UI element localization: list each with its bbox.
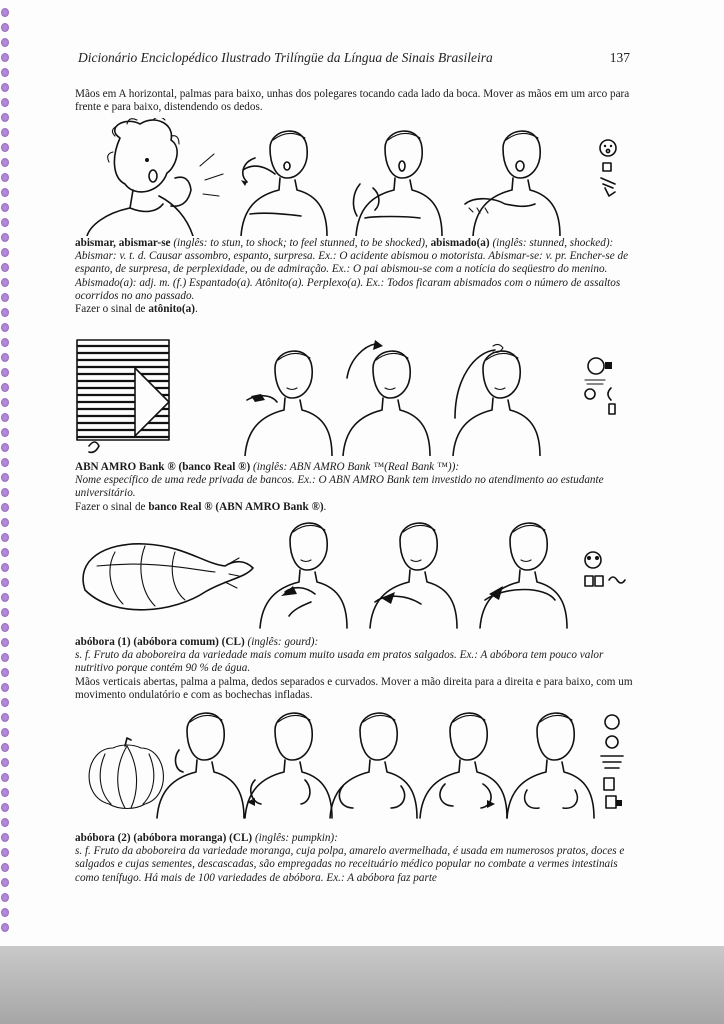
- headword: abóbora (2) (abóbora moranga) (CL): [75, 832, 253, 844]
- binding-ring: [1, 503, 9, 512]
- binding-ring: [1, 8, 9, 17]
- translation: (inglês: gourd):: [247, 636, 319, 648]
- signer-figure-5: [507, 713, 594, 818]
- gourd-drawing: [83, 544, 253, 610]
- binding-ring: [1, 218, 9, 227]
- binding-ring: [1, 578, 9, 587]
- binding-ring: [1, 548, 9, 557]
- entry-abn-amro: [75, 461, 635, 514]
- signer-figure-3: [465, 131, 560, 236]
- signer-figure-2: [370, 523, 457, 628]
- binding-ring: [1, 428, 9, 437]
- binding-ring: [1, 518, 9, 527]
- binding-ring: [1, 893, 9, 902]
- binding-ring: [1, 593, 9, 602]
- binding-ring: [1, 818, 9, 827]
- binding-ring: [1, 413, 9, 422]
- cross-reference: Fazer o sinal de banco Real ® (ABN AMRO Bank ®).: [75, 500, 327, 513]
- binding-ring: [1, 713, 9, 722]
- binding-ring: [1, 473, 9, 482]
- signer-figure-1: [241, 131, 327, 236]
- header-title: Dicionário Enciclopédico Ilustrado Trilíngüe da Língua de Sinais Brasileira: [78, 50, 493, 65]
- binding-ring: [1, 653, 9, 662]
- binding-ring: [1, 833, 9, 842]
- binding-ring: [1, 773, 9, 782]
- signwriting-notation-2: [585, 358, 615, 414]
- translation: (inglês: ABN AMRO Bank ™(Real Bank ™)):: [253, 461, 460, 473]
- binding-ring: [1, 698, 9, 707]
- binding-ring: [1, 158, 9, 167]
- binding-ring: [1, 338, 9, 347]
- binding-ring: [1, 83, 9, 92]
- signwriting-notation-3: [585, 552, 625, 586]
- illustration-abobora-comum: [75, 520, 635, 632]
- headword: ABN AMRO Bank ® (banco Real ®): [75, 461, 251, 473]
- signwriting-notation-4: [601, 715, 623, 808]
- illustration-abobora-moranga: [75, 710, 635, 826]
- binding-ring: [1, 38, 9, 47]
- binding-ring: [1, 728, 9, 737]
- translation: (inglês: pumpkin):: [254, 832, 338, 844]
- binding-ring: [1, 308, 9, 317]
- scan-background: [0, 946, 724, 1024]
- binding-ring: [1, 113, 9, 122]
- bank-logo-drawing: [77, 340, 169, 452]
- signer-figure-1: [260, 523, 347, 628]
- running-header: [78, 50, 630, 66]
- translation-variant: (inglês: stunned, shocked):: [492, 237, 614, 249]
- binding-ring: [1, 878, 9, 887]
- signer-figure-1: [245, 351, 332, 456]
- definition: s. f. Fruto da aboboreira da variedade mais comum muito usada em pratos salgados. Ex.: A abóbora tem pouco valor nutritivo porque contém 90 % de água.: [75, 649, 604, 675]
- binding-ring: [1, 443, 9, 452]
- binding-ring: [1, 68, 9, 77]
- cross-reference-link[interactable]: banco Real ® (ABN AMRO Bank ®): [148, 500, 324, 513]
- signer-figure-2: [343, 340, 430, 456]
- binding-ring: [1, 23, 9, 32]
- cross-reference-link[interactable]: atônito(a): [148, 303, 195, 316]
- entry-abismar: [75, 237, 635, 316]
- binding-ring: [1, 353, 9, 362]
- binding-ring: [1, 188, 9, 197]
- spiral-binding: [0, 0, 14, 946]
- signer-figure-3: [480, 523, 567, 628]
- entry-abobora-moranga: [75, 832, 635, 885]
- signer-figure-2: [353, 131, 442, 236]
- binding-ring: [1, 743, 9, 752]
- binding-ring: [1, 623, 9, 632]
- binding-ring: [1, 128, 9, 137]
- binding-ring: [1, 803, 9, 812]
- page-number: 137: [609, 50, 630, 65]
- binding-ring: [1, 383, 9, 392]
- signer-figure-4: [420, 713, 507, 818]
- binding-ring: [1, 323, 9, 332]
- signer-figure-3: [330, 713, 417, 818]
- translation: (inglês: to stun, to shock; to feel stunned, to be shocked),: [173, 237, 428, 249]
- binding-ring: [1, 173, 9, 182]
- binding-ring: [1, 293, 9, 302]
- binding-ring: [1, 458, 9, 467]
- binding-ring: [1, 908, 9, 917]
- binding-ring: [1, 248, 9, 257]
- binding-ring: [1, 203, 9, 212]
- sign-description: Mãos verticais abertas, palma a palma, dedos separados e curvados. Mover a mão direita para a direita e para baixo, com um movimento ondulatório e com as bochechas infladas.: [75, 675, 633, 701]
- binding-ring: [1, 398, 9, 407]
- headword-variant: abismado(a): [430, 237, 490, 249]
- binding-ring: [1, 848, 9, 857]
- definition: Nome específico de uma rede privada de bancos. Ex.: O ABN AMRO Bank tem investido no atendimento ao estudante universitário.: [75, 474, 604, 500]
- binding-ring: [1, 638, 9, 647]
- binding-ring: [1, 143, 9, 152]
- binding-ring: [1, 488, 9, 497]
- signer-figure-2: [245, 713, 332, 818]
- binding-ring: [1, 533, 9, 542]
- entry-abobora-comum: [75, 636, 635, 702]
- headword: abóbora (1) (abóbora comum) (CL): [75, 636, 245, 648]
- intro-description: Mãos em A horizontal, palmas para baixo, unhas dos polegares tocando cada lado da boca. Mover as mãos em um arco para frente e para baixo, distendendo os dedos.: [75, 88, 630, 114]
- binding-ring: [1, 263, 9, 272]
- definition: s. f. Fruto da aboboreira da variedade moranga, cuja polpa, amarelo avermelhada, é usada em numerosos pratos, doces e salgados e cujas sementes, descascadas, são empregadas no receituário médico popular no combate a vermes intestinais como tenífugo. Há mais de 100 variedades de abóbora. Ex.: A abóbora faz parte: [75, 845, 625, 884]
- binding-ring: [1, 788, 9, 797]
- binding-ring: [1, 923, 9, 932]
- headword: abismar, abismar-se: [75, 237, 171, 249]
- woman-surprised-drawing: [87, 118, 223, 236]
- binding-ring: [1, 863, 9, 872]
- binding-ring: [1, 563, 9, 572]
- binding-ring: [1, 368, 9, 377]
- definition: Abismar: v. t. d. Causar assombro, espanto, surpresa. Ex.: O acidente abismou o motorista. Abismar-se: v. pr. Encher-se de espanto, de surpresa, de perplexidade, ou de admiração. Ex.: O pai abismou-se com a notícia do seqüestro do menino. Abismado(a): adj. m. (f.) Espantado(a). Atônito(a). Perplexo(a). Ex.: Todos ficaram abismados com o número de assaltos ocorridos no ano passado.: [75, 250, 629, 302]
- binding-ring: [1, 233, 9, 242]
- binding-ring: [1, 53, 9, 62]
- binding-ring: [1, 278, 9, 287]
- illustration-abismar: [75, 118, 635, 236]
- illustration-abn-amro: [75, 338, 635, 456]
- pumpkin-drawing: [89, 738, 163, 809]
- binding-ring: [1, 683, 9, 692]
- cross-reference: Fazer o sinal de atônito(a).: [75, 303, 198, 316]
- signer-figure-3: [453, 344, 540, 456]
- signer-figure-1: [157, 713, 244, 818]
- binding-ring: [1, 98, 9, 107]
- signwriting-notation-1: [600, 140, 616, 196]
- binding-ring: [1, 608, 9, 617]
- binding-ring: [1, 668, 9, 677]
- binding-ring: [1, 758, 9, 767]
